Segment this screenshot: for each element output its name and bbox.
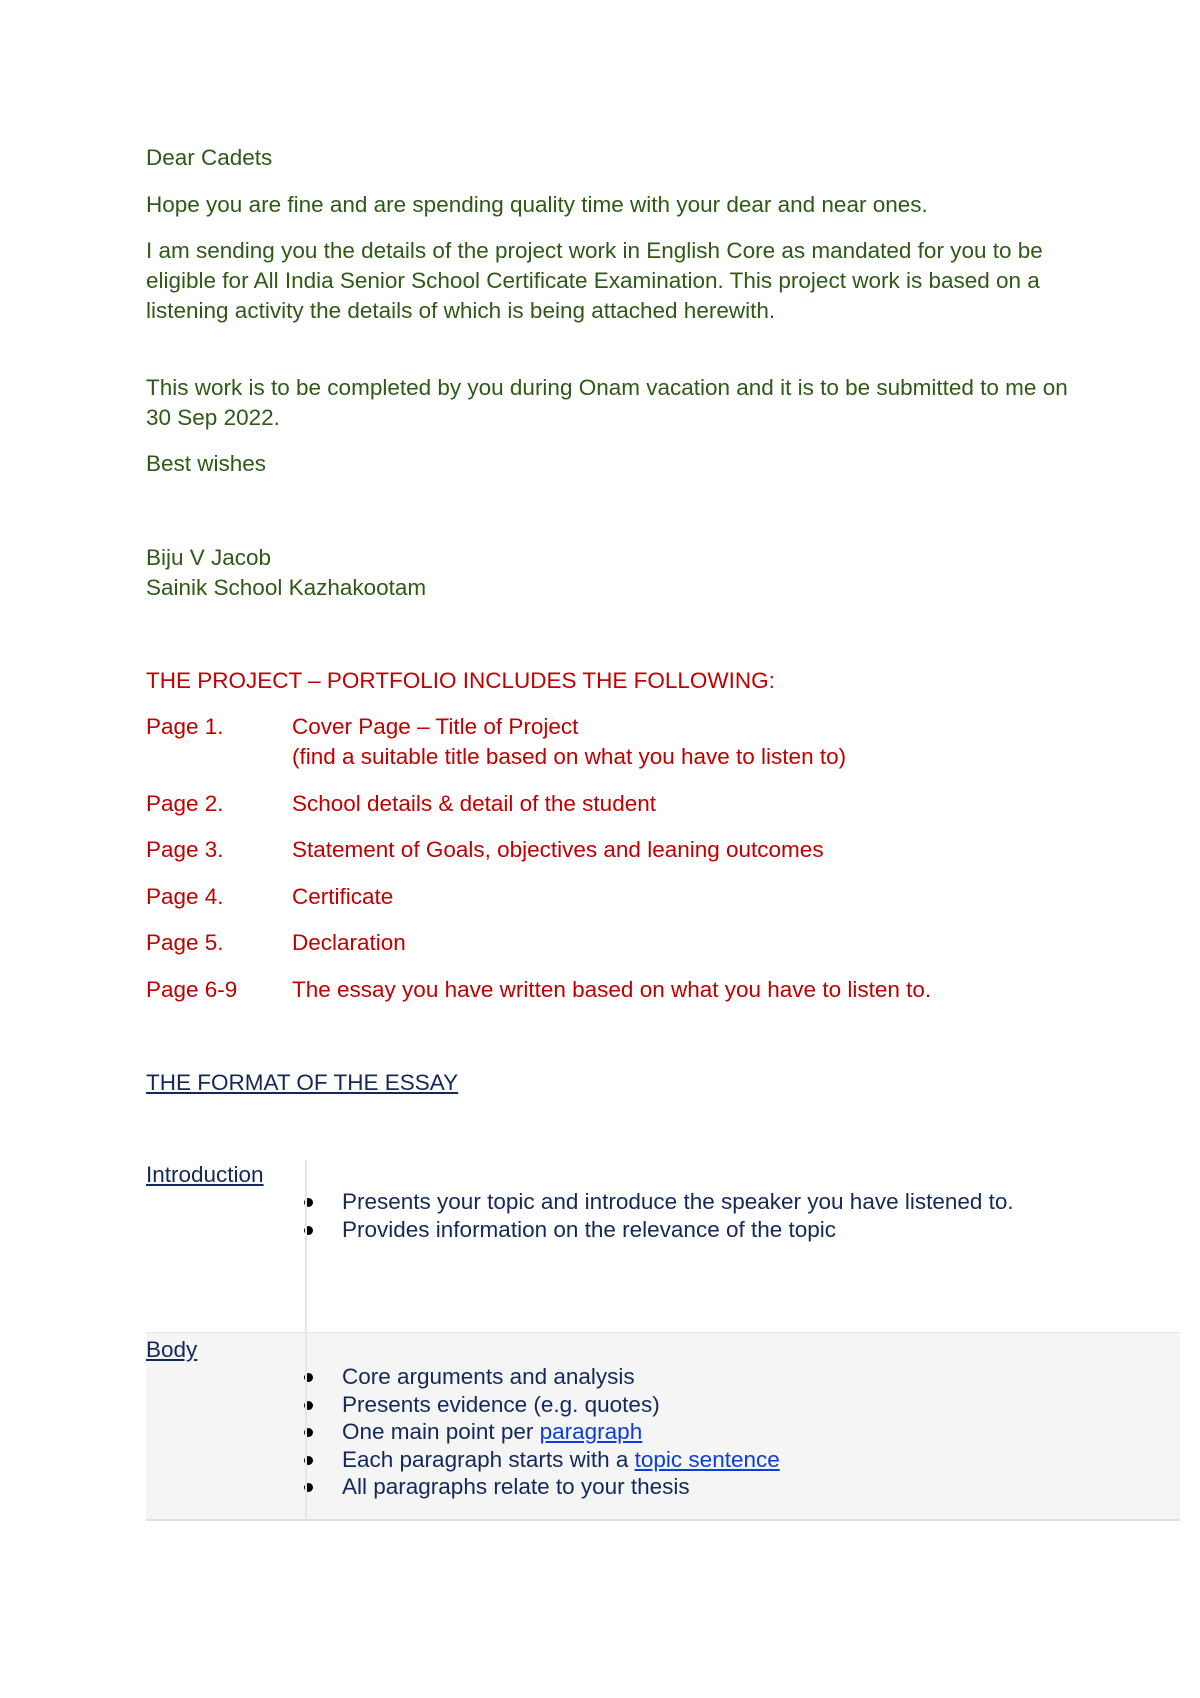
section-title-body: Body — [146, 1337, 198, 1362]
project-heading: THE PROJECT – PORTFOLIO INCLUDES THE FOLLOWING: — [146, 668, 775, 693]
column-divider — [305, 1160, 307, 1518]
letter-paragraph-3: This work is to be completed by you during Onam vacation and it is to be submitted to me on 30 Sep 2022. — [146, 375, 1068, 430]
project-item-label: Page 2. — [146, 791, 224, 816]
project-item-text: Certificate — [292, 884, 394, 909]
project-item-label: Page 3. — [146, 837, 224, 862]
signature-org: Sainik School Kazhakootam — [146, 575, 427, 600]
topic-sentence-link[interactable]: topic sentence — [634, 1446, 780, 1472]
list-item — [342, 1473, 780, 1501]
list-item — [342, 1391, 780, 1419]
list-item — [342, 1418, 780, 1446]
bullet-text: Each paragraph starts with a — [342, 1446, 635, 1472]
letter-paragraph-2: I am sending you the details of the project work in English Core as mandated for you to be eligible for All India Senior School Certificate Examination. This project work is based on a listening activity the details of which is being attached herewith. — [146, 238, 1043, 323]
project-item-text: Statement of Goals, objectives and leaning outcomes — [292, 837, 824, 862]
project-item-text: Cover Page – Title of Project — [292, 714, 579, 739]
project-item-label: Page 4. — [146, 884, 224, 909]
paragraph-link[interactable]: paragraph — [539, 1419, 643, 1445]
project-item-text: The essay you have written based on what you have to listen to. — [292, 977, 932, 1002]
list-item — [342, 1446, 780, 1474]
project-item-label: Page 5. — [146, 930, 224, 955]
essay-format-table — [146, 1160, 1180, 1538]
bullet-text: One main point per — [342, 1419, 540, 1445]
bullet-text: Presents evidence (e.g. quotes) — [342, 1391, 660, 1417]
closing: Best wishes — [146, 451, 267, 476]
project-item-text: Declaration — [292, 930, 406, 955]
project-item-text: School details & detail of the student — [292, 791, 656, 816]
essay-heading: THE FORMAT OF THE ESSAY — [146, 1070, 459, 1095]
section-title-introduction: Introduction — [146, 1162, 264, 1187]
list-item — [342, 1363, 780, 1391]
table-row — [146, 1332, 1180, 1521]
project-item-label: Page 6-9 — [146, 977, 238, 1002]
signature-name: Biju V Jacob — [146, 545, 272, 570]
bullet-text: Core arguments and analysis — [342, 1364, 635, 1389]
bullet-text: Provides information on the relevance of the topic — [342, 1216, 837, 1242]
project-item-subtext: (find a suitable title based on what you have to listen to) — [292, 744, 847, 769]
introduction-bullet-list — [342, 1188, 1014, 1243]
list-item — [342, 1188, 1014, 1216]
table-row — [146, 1160, 1180, 1332]
bullet-text: All paragraphs relate to your thesis — [342, 1474, 690, 1500]
salutation: Dear Cadets — [146, 145, 273, 170]
bullet-text: Presents your topic and introduce the speaker you have listened to. — [342, 1189, 1014, 1214]
project-item-label: Page 1. — [146, 714, 224, 739]
letter-paragraph-1: Hope you are fine and are spending quality time with your dear and near ones. — [146, 192, 928, 217]
list-item — [342, 1216, 1014, 1244]
body-bullet-list — [342, 1363, 780, 1501]
